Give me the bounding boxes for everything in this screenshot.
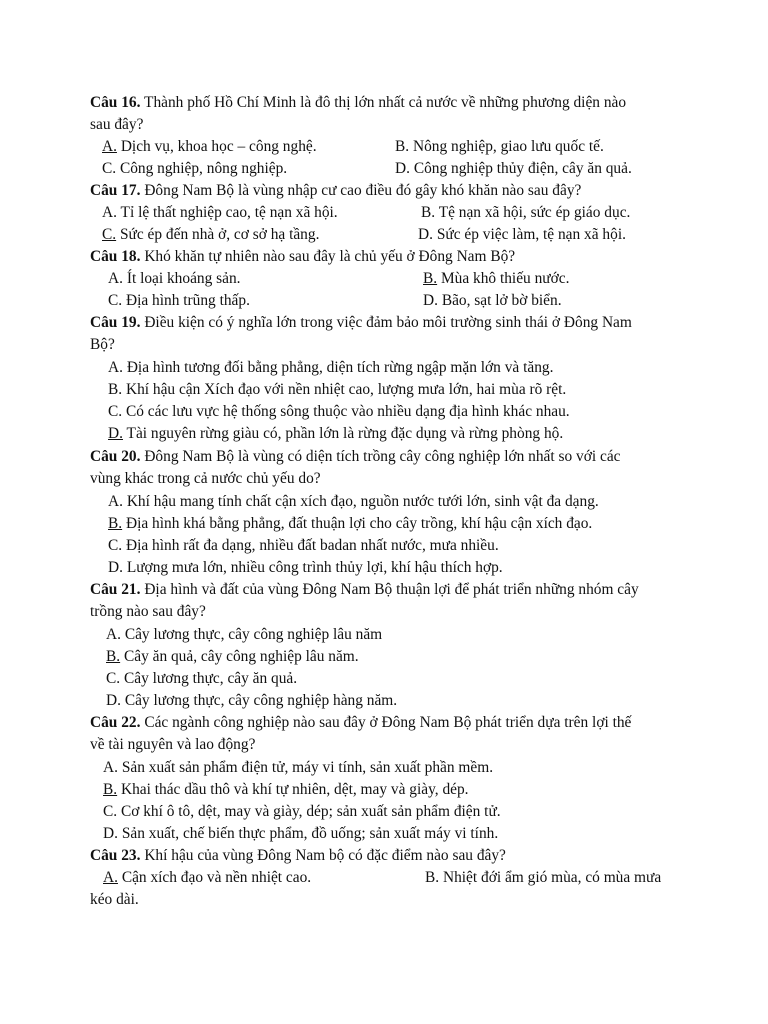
option-23-b (425, 867, 661, 889)
option-letter: A. (102, 204, 117, 221)
option-letter: C. (108, 292, 123, 309)
option-text: Cơ khí ô tô, dệt, may và giày, dép; sản xuất sản phẩm điện tử. (117, 803, 501, 820)
option-22-c (103, 801, 501, 823)
question-text: Các ngành công nghiệp nào sau đây ở Đông Nam Bộ phát triển dựa trên lợi thế (140, 714, 632, 731)
option-text: Mùa khô thiếu nước. (437, 270, 570, 287)
option-letter-answer: C. (102, 226, 117, 243)
option-text: Cây lương thực, cây công nghiệp hàng năm. (120, 692, 398, 709)
question-number: Câu 23. (90, 847, 141, 864)
question-number: Câu 16. (90, 94, 141, 111)
option-21-d (106, 690, 397, 712)
option-letter: A. (106, 626, 121, 643)
option-letter: D. (418, 226, 433, 243)
option-21-a (106, 624, 382, 646)
option-21-c (106, 668, 297, 690)
question-number: Câu 19. (90, 314, 141, 331)
option-19-a (108, 357, 553, 379)
option-text: Nhiệt đới ẩm gió mùa, có mùa mưa (439, 869, 662, 886)
option-text: Cận xích đạo và nền nhiệt cao. (117, 869, 312, 886)
option-text: kéo dài. (90, 891, 139, 908)
question-text: Khí hậu của vùng Đông Nam bộ có đặc điểm nào sau đây? (140, 847, 506, 864)
option-letter: D. (395, 160, 410, 177)
option-letter: C. (102, 160, 117, 177)
option-text: Có các lưu vực hệ thống sông thuộc vào nhiều dạng địa hình khác nhau. (122, 403, 570, 420)
option-text: Lượng mưa lớn, nhiều công trình thủy lợi, khí hậu thích hợp. (122, 559, 503, 576)
option-19-d (108, 423, 563, 445)
question-19-line-2 (90, 334, 115, 356)
option-letter: C. (108, 403, 123, 420)
option-text: Khí hậu cận Xích đạo với nền nhiệt cao, lượng mưa lớn, hai mùa rõ rệt. (122, 381, 567, 398)
option-20-d (108, 557, 503, 579)
option-letter-answer: A. (103, 869, 118, 886)
option-20-a (108, 491, 599, 513)
question-19-line-1 (90, 312, 632, 334)
question-text: sau đây? (90, 116, 144, 133)
question-text: Khó khăn tự nhiên nào sau đây là chủ yếu ở Đông Nam Bộ? (140, 248, 516, 265)
question-18-line-1 (90, 246, 515, 268)
option-16-b (395, 136, 604, 158)
option-text: Địa hình khá bằng phẳng, đất thuận lợi cho cây trồng, khí hậu cận xích đạo. (122, 515, 593, 532)
question-number: Câu 18. (90, 248, 141, 265)
question-22-line-2 (90, 734, 255, 756)
option-text: Tỉ lệ thất nghiệp cao, tệ nạn xã hội. (116, 204, 338, 221)
question-text: Đông Nam Bộ là vùng nhập cư cao điều đó gây khó khăn nào sau đây? (140, 182, 582, 199)
option-letter: A. (103, 759, 118, 776)
option-letter: B. (108, 381, 123, 398)
option-letter: D. (108, 559, 123, 576)
option-text: Khai thác dầu thô và khí tự nhiên, dệt, may và giày, dép. (117, 781, 469, 798)
option-16-d (395, 158, 632, 180)
option-19-b (108, 379, 566, 401)
question-17-line-1 (90, 180, 581, 202)
option-16-c (102, 158, 287, 180)
option-18-c (108, 290, 250, 312)
option-text: Ít loại khoáng sản. (122, 270, 241, 287)
question-20-line-2 (90, 468, 321, 490)
option-letter: B. (395, 138, 410, 155)
question-21-line-2 (90, 601, 206, 623)
option-letter: D. (106, 692, 121, 709)
option-letter-answer: B. (103, 781, 118, 798)
question-text: vùng khác trong cả nước chủ yếu do? (90, 470, 321, 487)
question-20-line-1 (90, 446, 621, 468)
question-text: trồng nào sau đây? (90, 603, 206, 620)
option-text: Sản xuất, chế biến thực phẩm, đồ uống; sản xuất máy vi tính. (117, 825, 499, 842)
question-text: Điều kiện có ý nghĩa lớn trong việc đảm bảo môi trường sinh thái ở Đông Nam (140, 314, 632, 331)
question-text: Địa hình và đất của vùng Đông Nam Bộ thuận lợi để phát triển những nhóm cây (140, 581, 639, 598)
option-22-d (103, 823, 498, 845)
option-23-b-continuation (90, 889, 139, 911)
option-17-c (102, 224, 319, 246)
question-23-line-1 (90, 845, 506, 867)
option-text: Nông nghiệp, giao lưu quốc tế. (409, 138, 604, 155)
option-text: Công nghiệp, nông nghiệp. (116, 160, 288, 177)
option-21-b (106, 646, 359, 668)
question-22-line-1 (90, 712, 631, 734)
option-text: Sức ép đến nhà ở, cơ sở hạ tầng. (116, 226, 320, 243)
question-16-line-1 (90, 92, 626, 114)
option-text: Cây ăn quả, cây công nghiệp lâu năm. (120, 648, 359, 665)
option-letter: C. (103, 803, 118, 820)
option-letter: C. (106, 670, 121, 687)
option-text: Khí hậu mang tính chất cận xích đạo, nguồn nước tưới lớn, sinh vật đa dạng. (122, 493, 599, 510)
option-letter: C. (108, 537, 123, 554)
option-18-b (423, 268, 569, 290)
question-text: Bộ? (90, 336, 115, 353)
question-text: về tài nguyên và lao động? (90, 736, 256, 753)
option-18-a (108, 268, 241, 290)
option-text: Địa hình rất đa dạng, nhiều đất badan nhất nước, mưa nhiều. (122, 537, 499, 554)
option-text: Công nghiệp thủy điện, cây ăn quả. (409, 160, 632, 177)
option-text: Địa hình tương đối bằng phẳng, diện tích rừng ngập mặn lớn và tăng. (122, 359, 554, 376)
option-17-b (421, 202, 630, 224)
option-text: Sức ép việc làm, tệ nạn xã hội. (432, 226, 626, 243)
option-letter-answer: B. (106, 648, 121, 665)
question-number: Câu 17. (90, 182, 141, 199)
option-text: Địa hình trũng thấp. (122, 292, 250, 309)
question-16-line-2 (90, 114, 143, 136)
question-text: Đông Nam Bộ là vùng có diện tích trồng cây công nghiệp lớn nhất so với các (140, 448, 621, 465)
option-20-c (108, 535, 499, 557)
option-text: Tệ nạn xã hội, sức ép giáo dục. (435, 204, 631, 221)
question-text: Thành phố Hồ Chí Minh là đô thị lớn nhất cả nước về những phương diện nào (140, 94, 627, 111)
option-text: Cây lương thực, cây công nghiệp lâu năm (120, 626, 383, 643)
option-23-a (103, 867, 311, 889)
option-letter: B. (421, 204, 436, 221)
option-20-b (108, 513, 592, 535)
option-17-d (418, 224, 626, 246)
option-letter: A. (108, 359, 123, 376)
question-number: Câu 22. (90, 714, 141, 731)
option-letter: A. (108, 270, 123, 287)
option-text: Bão, sạt lở bờ biển. (437, 292, 562, 309)
question-21-line-1 (90, 579, 639, 601)
option-text: Cây lương thực, cây ăn quả. (120, 670, 298, 687)
option-letter: B. (425, 869, 440, 886)
question-number: Câu 21. (90, 581, 141, 598)
option-letter-answer: A. (102, 138, 117, 155)
option-text: Sản xuất sản phẩm điện tử, máy vi tính, sản xuất phần mềm. (117, 759, 494, 776)
option-text: Dịch vụ, khoa học – công nghệ. (116, 138, 317, 155)
option-letter: D. (103, 825, 118, 842)
question-number: Câu 20. (90, 448, 141, 465)
option-letter-answer: B. (423, 270, 438, 287)
option-22-a (103, 757, 493, 779)
option-18-d (423, 290, 562, 312)
option-17-a (102, 202, 338, 224)
option-letter: A. (108, 493, 123, 510)
option-16-a (102, 136, 317, 158)
option-letter-answer: D. (108, 425, 123, 442)
option-22-b (103, 779, 469, 801)
option-letter: D. (423, 292, 438, 309)
option-19-c (108, 401, 570, 423)
option-text: Tài nguyên rừng giàu có, phần lớn là rừng đặc dụng và rừng phòng hộ. (122, 425, 564, 442)
option-letter-answer: B. (108, 515, 123, 532)
